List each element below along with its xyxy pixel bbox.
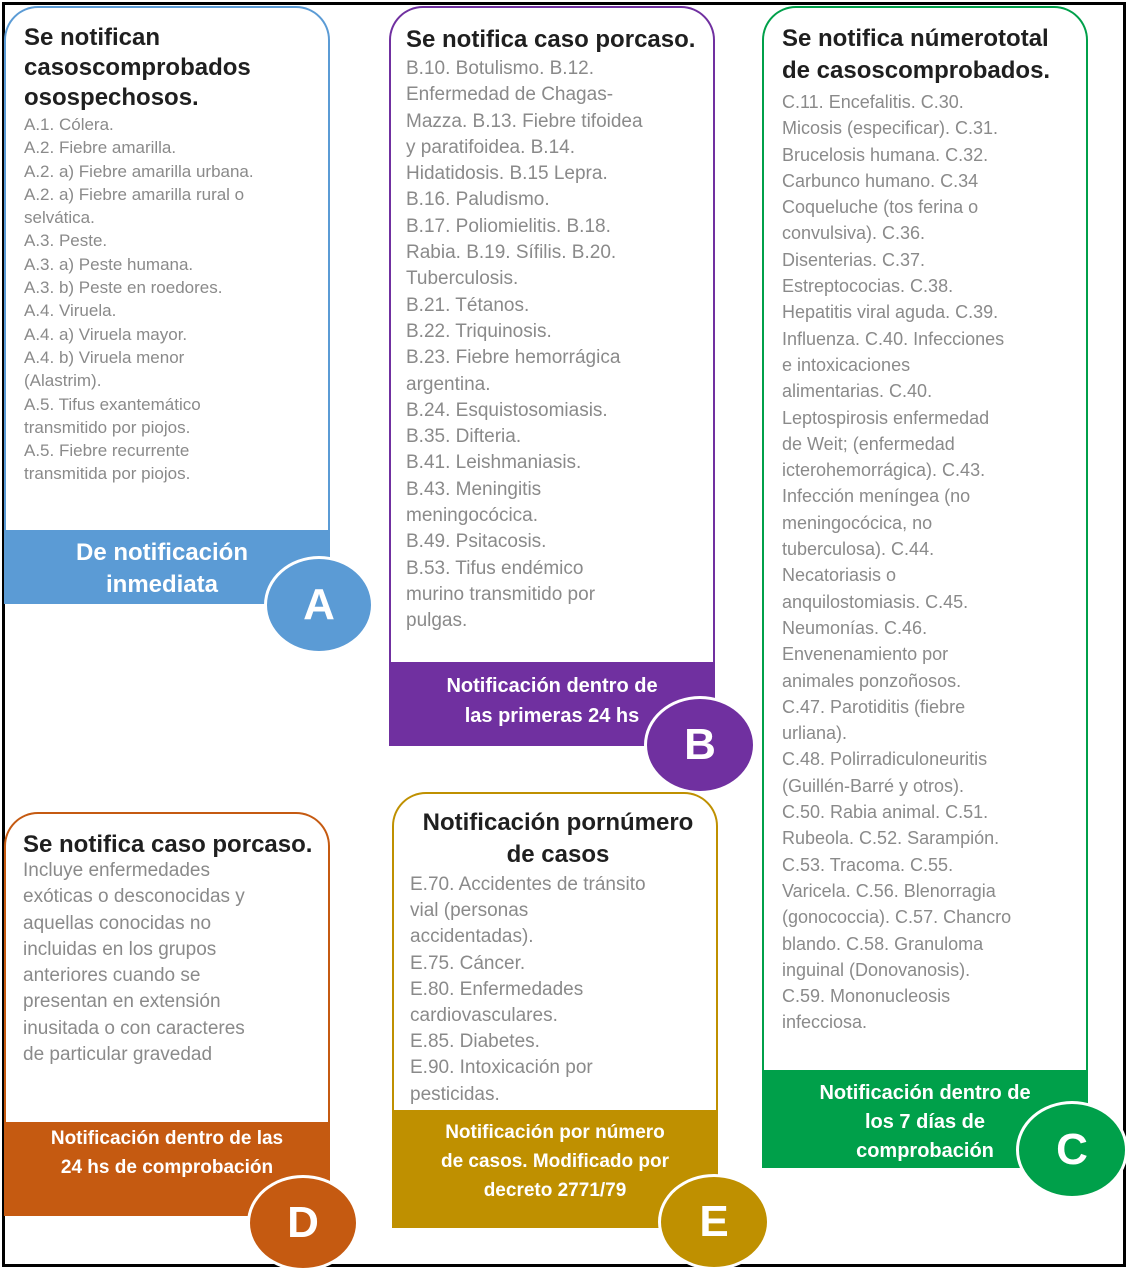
card-a bbox=[4, 6, 330, 530]
card-b-items-line: B.23. Fiebre hemorrágica bbox=[406, 347, 621, 369]
card-b-items-line: Rabia. B.19. Sífilis. B.20. bbox=[406, 242, 617, 264]
card-d-title bbox=[23, 829, 313, 861]
card-b-items-line: B.16. Paludismo. bbox=[406, 189, 550, 211]
card-d-items-line: Incluye enfermedades bbox=[23, 860, 210, 881]
card-b-items-line: B.53. Tifus endémico bbox=[406, 557, 584, 579]
card-b-items-line: Hidatidosis. B.15 Lepra. bbox=[406, 163, 608, 185]
card-c-items-line: Leptospirosis enfermedad bbox=[782, 407, 990, 428]
card-e-items-line: cardiovasculares. bbox=[410, 1005, 558, 1027]
card-b-title bbox=[406, 24, 698, 56]
card-a-title-line: Se notifican casos bbox=[24, 24, 161, 81]
card-b-items-line: murino transmitido por bbox=[406, 583, 596, 605]
card-c-title-line: comprobados. bbox=[884, 57, 1051, 84]
card-e-footer-line: de casos. Modificado por bbox=[440, 1151, 670, 1172]
card-b-items-line: meningocócica. bbox=[406, 505, 539, 527]
card-e-footer-line: decreto 2771/79 bbox=[483, 1180, 627, 1201]
card-c-items bbox=[782, 89, 1082, 1036]
card-a-items-line: A.4. b) Viruela menor bbox=[24, 347, 185, 367]
card-d-title-line: Se notifica caso por bbox=[23, 831, 252, 858]
card-b-items-line: B.22. Triquinosis. bbox=[406, 320, 552, 342]
card-e-items-line: pesticidas. bbox=[410, 1083, 500, 1105]
card-e-title-line: Notificación por bbox=[422, 809, 606, 836]
card-a-items-line: A.2. a) Fiebre amarilla rural o bbox=[24, 184, 245, 204]
badge-e: E bbox=[658, 1174, 770, 1270]
card-a-items-line: A.4. Viruela. bbox=[24, 301, 117, 321]
card-c-items-line: Brucelosis humana. C.32. bbox=[782, 144, 989, 165]
card-c-items-line: Disenterias. C.37. bbox=[782, 249, 926, 270]
card-c-items-line: tuberculosa). C.44. bbox=[782, 539, 935, 560]
card-a-items-line: A.5. Fiebre recurrente bbox=[24, 441, 190, 461]
card-a-items-line: A.5. Tifus exantemático bbox=[24, 394, 201, 414]
card-c-items-line: C.11. Encefalitis. C.30. bbox=[782, 92, 964, 112]
card-b bbox=[389, 6, 715, 662]
card-c bbox=[762, 6, 1088, 1070]
card-e-footer-line: Notificación por número bbox=[445, 1122, 665, 1143]
card-b-footer-line: las primeras 24 hs bbox=[464, 705, 640, 727]
card-a-title-line: sospechosos. bbox=[38, 84, 199, 111]
card-c-items-line: C.47. Parotiditis (fiebre bbox=[782, 696, 966, 717]
card-c-title-line: Se notifica número bbox=[782, 25, 999, 52]
card-c-title-line: total de casos bbox=[782, 25, 1049, 84]
card-c-items-line: urliana). bbox=[782, 723, 848, 744]
card-c-items-line: anquilostomiasis. C.45. bbox=[782, 591, 969, 612]
card-b-items-line: Tuberculosis. bbox=[406, 268, 519, 290]
card-a-footer-line: inmediata bbox=[105, 571, 219, 598]
card-b-items-line: B.41. Leishmaniasis. bbox=[406, 452, 582, 474]
card-c-items-line: Necatoriasis o bbox=[782, 565, 897, 586]
card-c-footer-line: los 7 días de bbox=[864, 1111, 986, 1133]
card-d-title-line: caso. bbox=[251, 831, 313, 858]
card-b-items-line: B.35. Difteria. bbox=[406, 426, 522, 448]
card-a-items-line: A.1. Cólera. bbox=[24, 115, 114, 134]
card-c-items-line: C.50. Rabia animal. C.51. bbox=[782, 802, 989, 823]
card-b-items-line: pulgas. bbox=[406, 610, 468, 632]
card-e-items-line: E.80. Enfermedades bbox=[410, 978, 584, 1000]
card-e-items-line: vial (personas bbox=[410, 900, 529, 922]
card-c-footer-line: Notificación dentro de bbox=[819, 1082, 1031, 1104]
badge-a: A bbox=[264, 556, 374, 654]
card-d-items-line: presentan en extensión bbox=[23, 991, 221, 1013]
card-d bbox=[4, 812, 330, 1122]
card-c-items-line: Coqueluche (tos ferina o bbox=[782, 197, 979, 218]
card-c-items-line: infecciosa. bbox=[782, 1012, 868, 1033]
card-c-items-line: Micosis (especificar). C.31. bbox=[782, 118, 999, 139]
card-d-items bbox=[23, 858, 313, 1068]
card-c-items-line: Varicela. C.56. Blenorragia bbox=[782, 880, 996, 901]
card-a-items-line: (Alastrim). bbox=[24, 371, 102, 391]
card-a-items-line: A.3. Peste. bbox=[24, 231, 108, 251]
card-c-items-line: inguinal (Donovanosis). bbox=[782, 959, 971, 980]
card-a-items-line: A.3. a) Peste humana. bbox=[24, 254, 194, 274]
card-a-items-line: A.4. a) Viruela mayor. bbox=[24, 324, 188, 344]
card-b-items-line: B.24. Esquistosomiasis. bbox=[406, 399, 608, 421]
card-d-items-line: aquellas conocidas no bbox=[23, 912, 212, 934]
card-e-items bbox=[410, 872, 706, 1108]
card-b-items-line: Mazza. B.13. Fiebre tifoidea bbox=[406, 110, 643, 132]
card-a-title bbox=[24, 23, 324, 113]
card-b-items bbox=[406, 56, 698, 635]
card-e-items-line: E.85. Diabetes. bbox=[410, 1031, 540, 1053]
card-d-items-line: exóticas o desconocidas y bbox=[23, 886, 245, 908]
card-b-items-line: B.10. Botulismo. B.12. bbox=[406, 58, 594, 79]
card-d-items-line: incluidas en los grupos bbox=[23, 938, 217, 960]
card-a-footer-line: De notificación bbox=[75, 539, 249, 566]
card-c-title bbox=[782, 23, 1082, 87]
card-a-items-line: A.2. a) Fiebre amarilla urbana. bbox=[24, 161, 254, 181]
card-b-footer-line: Notificación dentro de bbox=[446, 675, 658, 697]
card-c-items-line: blando. C.58. Granuloma bbox=[782, 933, 984, 954]
card-b-items-line: B.49. Psitacosis. bbox=[406, 531, 547, 553]
card-c-items-line: convulsiva). C.36. bbox=[782, 223, 926, 244]
badge-d: D bbox=[247, 1175, 359, 1271]
card-d-items-line: anteriores cuando se bbox=[23, 965, 201, 987]
card-a-items-line: selvática. bbox=[24, 208, 95, 228]
card-d-items-line: de particular gravedad bbox=[23, 1044, 213, 1066]
card-e bbox=[392, 792, 718, 1110]
card-c-items-line: Rubeola. C.52. Sarampión. bbox=[782, 828, 1000, 849]
card-e-items-line: E.75. Cáncer. bbox=[410, 952, 526, 974]
card-e-items-line: E.90. Intoxicación por bbox=[410, 1057, 593, 1079]
card-c-items-line: de Weit; (enfermedad bbox=[782, 433, 955, 454]
card-c-items-line: Hepatitis viral aguda. C.39. bbox=[782, 302, 999, 323]
card-d-footer-line: Notificación dentro de las bbox=[50, 1128, 284, 1149]
card-c-items-line: Influenza. C.40. Infecciones bbox=[782, 328, 1005, 349]
card-b-items-line: B.43. Meningitis bbox=[406, 478, 542, 500]
card-a-items-line: transmitida por piojos. bbox=[24, 464, 191, 484]
card-c-items-line: C.59. Mononucleosis bbox=[782, 986, 951, 1007]
badge-c: C bbox=[1016, 1101, 1128, 1199]
card-c-items-line: Envenenamiento por bbox=[782, 644, 949, 665]
card-b-items-line: y paratifoidea. B.14. bbox=[406, 136, 575, 158]
card-a-items-line: A.3. b) Peste en roedores. bbox=[24, 278, 223, 298]
card-e-items-line: accidentadas). bbox=[410, 926, 534, 948]
card-c-items-line: Neumonías. C.46. bbox=[782, 617, 928, 638]
card-b-items-line: argentina. bbox=[406, 373, 491, 395]
card-d-footer-line: 24 hs de comprobación bbox=[60, 1157, 274, 1178]
card-a-items-line: transmitido por piojos. bbox=[24, 417, 191, 437]
card-d-items-line: inusitada o con caracteres bbox=[23, 1017, 245, 1039]
card-c-items-line: C.48. Polirradiculoneuritis bbox=[782, 749, 988, 770]
card-b-items-line: B.17. Poliomielitis. B.18. bbox=[406, 215, 611, 237]
card-b-title-line: Se notifica caso por bbox=[406, 26, 635, 53]
card-b-items-line: Enfermedad de Chagas- bbox=[406, 84, 614, 106]
badge-b: B bbox=[644, 696, 756, 794]
card-a-items bbox=[24, 113, 324, 486]
card-c-items-line: e intoxicaciones bbox=[782, 354, 911, 375]
card-c-items-line: meningocócica, no bbox=[782, 512, 933, 533]
card-c-items-line: animales ponzoñosos. bbox=[782, 670, 962, 691]
card-c-items-line: Estreptococias. C.38. bbox=[782, 276, 954, 297]
card-e-title bbox=[410, 807, 706, 871]
card-c-items-line: (Guillén-Barré y otros). bbox=[782, 775, 965, 796]
card-a-items-line: A.2. Fiebre amarilla. bbox=[24, 138, 177, 158]
card-b-title-line: caso. bbox=[634, 26, 696, 53]
card-c-items-line: alimentarias. C.40. bbox=[782, 381, 933, 402]
card-c-items-line: Carbunco humano. C.34 bbox=[782, 170, 979, 191]
card-c-items-line: icterohemorrágica). C.43. bbox=[782, 460, 986, 481]
card-e-title-line: número de casos bbox=[506, 809, 694, 868]
card-e-items-line: E.70. Accidentes de tránsito bbox=[410, 874, 646, 895]
card-b-items-line: B.21. Tétanos. bbox=[406, 294, 530, 316]
card-c-items-line: Infección meníngea (no bbox=[782, 486, 971, 507]
card-a-title-line: comprobados o bbox=[24, 54, 251, 111]
card-c-items-line: C.53. Tracoma. C.55. bbox=[782, 854, 954, 875]
card-c-items-line: (gonococcia). C.57. Chancro bbox=[782, 907, 1012, 928]
card-c-footer-line: comprobación bbox=[856, 1140, 994, 1162]
